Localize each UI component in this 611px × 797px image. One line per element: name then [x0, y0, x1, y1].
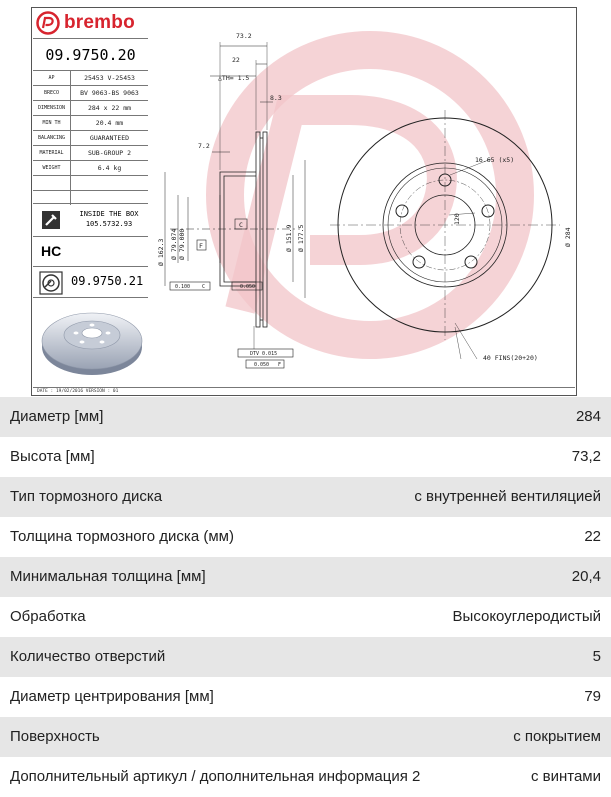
drawing-spec-key: MATERIAL [33, 146, 71, 161]
dim-7-2: 7.2 [198, 142, 210, 150]
spec-value: 5 [592, 648, 601, 665]
dim-height: 73.2 [236, 32, 252, 40]
dim-holes: 16.65 (x5) [475, 156, 515, 164]
dim-th: △TH= 1.5 [218, 74, 250, 82]
spec-value: 73,2 [571, 448, 601, 465]
drawing-spec-row [33, 116, 148, 131]
tol-050: 0.050 [240, 284, 256, 290]
drawing-spec-value: 25453 V-25453 [71, 71, 149, 86]
dim-162-3: Ø 162.3 [157, 238, 165, 266]
drawing-spec-empty-row [33, 176, 148, 191]
dtv-tolerance: DTV 0.015 [250, 351, 278, 357]
spec-label: Обработка [10, 608, 86, 625]
spec-row [0, 557, 611, 597]
spec-value: с винтами [530, 768, 601, 785]
specifications-list [0, 397, 611, 797]
drawing-spec-value: 284 x 22 mm [71, 101, 149, 116]
flatness-ref: F [278, 362, 282, 368]
dim-thickness: 22 [232, 56, 240, 64]
spec-value: Высокоуглеродистый [452, 608, 601, 625]
dim-151-9: Ø 151.9 [285, 224, 293, 252]
dim-284: Ø 284 [564, 227, 572, 247]
fins-label: 40 FINS(20+20) [483, 354, 538, 362]
dim-pcd: 120 [453, 213, 461, 225]
alt-part-row [33, 266, 148, 298]
spec-label: Толщина тормозного диска (мм) [10, 528, 234, 545]
drawing-spec-table [33, 70, 148, 205]
drawing-spec-value: BV 9063-BS 9063 [71, 86, 149, 101]
drawing-spec-key: DIMENSION [33, 101, 71, 116]
spec-row [0, 677, 611, 717]
spec-label: Количество отверстий [10, 648, 166, 665]
disc-variant-icon [39, 271, 63, 295]
ref-f-label: F [199, 242, 203, 250]
flatness-tolerance: 0.050 [254, 362, 270, 368]
spec-row [0, 397, 611, 437]
drawing-spec-row [33, 161, 148, 176]
part-number: 09.9750.20 [45, 46, 136, 64]
inside-box-label: INSIDE THE BOX [79, 210, 139, 218]
spec-label: Диаметр центрирования [мм] [10, 688, 214, 705]
spec-row [0, 477, 611, 517]
spec-row [0, 597, 611, 637]
spec-value: с покрытием [513, 728, 601, 745]
front-view [305, 95, 575, 375]
drawing-spec-key: WEIGHT [33, 161, 71, 176]
spec-value: 22 [584, 528, 601, 545]
drawing-spec-key: BALANCING [33, 131, 71, 146]
spec-label: Высота [мм] [10, 448, 95, 465]
drawing-spec-row [33, 71, 148, 86]
spec-row [0, 437, 611, 477]
tol-100: 0.100 [175, 284, 191, 290]
footer-rule [33, 387, 575, 388]
inside-box-row [33, 203, 148, 236]
spec-value: с внутренней вентиляцией [414, 488, 601, 505]
drawing-spec-key: MIN TH [33, 116, 71, 131]
section-view [150, 20, 310, 385]
dim-8-3: 8.3 [270, 94, 282, 102]
spec-label: Минимальная толщина [мм] [10, 568, 206, 585]
spec-row [0, 637, 611, 677]
hc-row [33, 236, 148, 267]
spec-value: 20,4 [571, 568, 601, 585]
drawing-spec-row [33, 86, 148, 101]
drawing-spec-key: BRECO [33, 86, 71, 101]
hc-label: HC [41, 243, 62, 259]
bolt-icon [41, 210, 61, 230]
drawing-spec-row [33, 101, 148, 116]
drawing-spec-value: SUB-GROUP 2 [71, 146, 149, 161]
brembo-logo-mark [36, 11, 60, 35]
drawing-spec-row [33, 131, 148, 146]
ref-c-label: C [239, 221, 243, 229]
alt-part-number: 09.9750.21 [71, 274, 144, 288]
disc-3d-render [40, 305, 145, 380]
brembo-logo [36, 11, 146, 37]
spec-label: Тип тормозного диска [10, 488, 163, 505]
spec-label: Поверхность [10, 728, 100, 745]
spec-label: Диаметр [мм] [10, 408, 104, 425]
spec-row [0, 757, 611, 797]
tol-100-ref: C [202, 284, 206, 290]
drawing-spec-value: 20.4 mm [71, 116, 149, 131]
date-version: DATE : 19/02/2016 VERSION : 01 [37, 389, 119, 394]
dim-177-5: Ø 177.5 [297, 224, 305, 252]
dim-79-074: Ø 79.074 [170, 228, 178, 260]
divider [33, 38, 148, 39]
spec-label: Дополнительный артикул / дополнительная информация 2 [10, 768, 421, 785]
spec-value: 284 [575, 408, 601, 425]
spec-value: 79 [584, 688, 601, 705]
drawing-spec-value: GUARANTEED [71, 131, 149, 146]
technical-drawing [0, 0, 611, 397]
brand-name: brembo [64, 12, 135, 33]
dim-79-000: Ø 79.000 [178, 228, 186, 260]
inside-box-code: 105.5732.93 [85, 220, 133, 228]
spec-row [0, 517, 611, 557]
drawing-spec-value: 6.4 kg [71, 161, 149, 176]
drawing-spec-key: AP [33, 71, 71, 86]
drawing-spec-row [33, 146, 148, 161]
spec-row [0, 717, 611, 757]
